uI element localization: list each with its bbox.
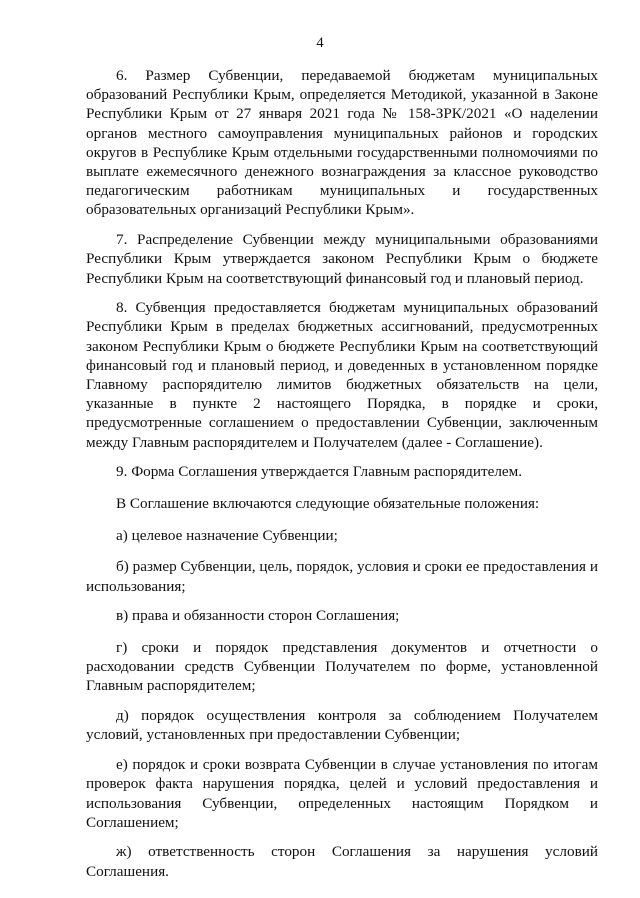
provision-zh: ж) ответственность сторон Соглашения за нарушения условий Соглашения. bbox=[86, 843, 598, 880]
provision-a: а) целевое назначение Субвенции; bbox=[116, 526, 338, 544]
provision-d: д) порядок осуществления контроля за соблюдением Получателем условий, установленных при предоставлении Субвенции; bbox=[86, 707, 598, 744]
paragraph-7-subvention-distribution: 7. Распределение Субвенции между муниципальными образованиями Республики Крым утверждается законом Республики Крым о бюджете Республики Крым на соответствующий финансовый год и плановый период. bbox=[86, 231, 598, 287]
agreement-provisions-intro: В Соглашение включаются следующие обязательные положения: bbox=[116, 495, 540, 513]
paragraph-9-agreement-form: 9. Форма Соглашения утверждается Главным распорядителем. bbox=[116, 463, 523, 481]
paragraph-8-subvention-provision: 8. Субвенция предоставляется бюджетам муниципальных образований Республики Крым в пределах бюджетных ассигнований, предусмотренных законом Республики Крым о бюджете Республики Крым на соответствующий финансовый год и плановый период, и доведенных в установленном порядке Главному распорядителю лимитов бюджетных обязательств на цели, указанные в пункте 2 настоящего Порядка, в порядке и сроки, предусмотренные соглашением о предоставлении Субвенции, заключенным между Главным распорядителем и Получателем (далее - Соглашение). bbox=[86, 299, 598, 451]
document-body bbox=[86, 66, 598, 891]
provision-g: г) сроки и порядок представления документов и отчетности о расходовании средств Субвенции Получателем по форме, установленной Главным распорядителем; bbox=[86, 639, 598, 695]
page-number: 4 bbox=[316, 35, 324, 51]
provision-e: е) порядок и сроки возврата Субвенции в случае установления по итогам проверок факта нарушения порядка, целей и условий предоставления и использования Субвенции, определенных настоящим Порядком и Соглашением; bbox=[86, 756, 598, 831]
paragraph-6-subvention-size: 6. Размер Субвенции, передаваемой бюджетам муниципальных образований Республики Крым, определяется Методикой, указанной в Законе Республики Крым от 27 января 2021 года № 158-ЗРК/2021 «О наделении органов местного самоуправления муниципальных районов и городских округов в Республике Крым отдельными государственными полномочиями по выплате ежемесячного денежного вознаграждения за классное руководство педагогическим работникам муниципальных и государственных образовательных организаций Республики Крым». bbox=[86, 67, 598, 219]
provision-b: б) размер Субвенции, цель, порядок, условия и сроки ее предоставления и использования; bbox=[86, 558, 598, 595]
provision-v: в) права и обязанности сторон Соглашения; bbox=[116, 607, 400, 625]
